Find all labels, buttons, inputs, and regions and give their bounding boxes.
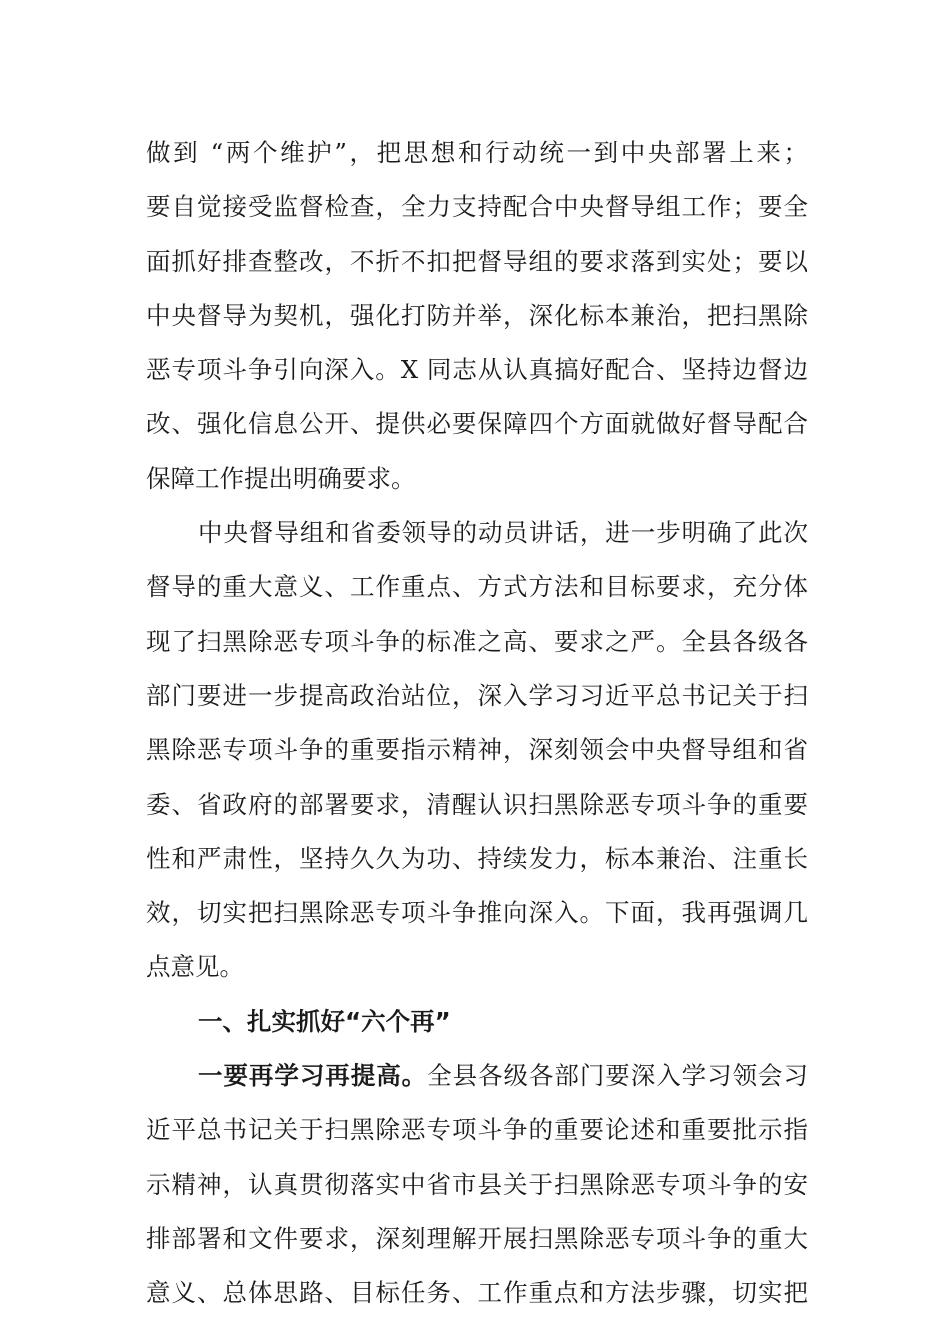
section-heading: 一、扎实抓好“六个再” [198,1006,451,1036]
text-line: 效，切实把扫黑除恶专项斗争推向深入。下面，我再强调几 [146,898,808,928]
text-line: 做到 “两个维护”，把思想和行动统一到中央部署上来； [146,138,808,167]
text-line: 近平总书记关于扫黑除恶专项斗争的重要论述和重要批示指 [146,1115,808,1145]
text-line: 现了扫黑除恶专项斗争的标准之高、要求之严。全县各级各 [146,626,808,656]
text-line: 黑除恶专项斗争的重要指示精神，深刻领会中央督导组和省 [146,735,808,765]
text-line: 改、强化信息公开、提供必要保障四个方面就做好督导配合 [146,409,808,439]
text-line: 保障工作提出明确要求。 [146,463,416,493]
paragraph-text: 全县各级各部门要深入学习领会习 [427,1061,808,1091]
text-line: 面抓好排查整改，不折不扣把督导组的要求落到实处；要以 [146,246,808,276]
paragraph-lead: 一要再学习再提高。 [198,1061,428,1091]
text-line: 示精神，认真贯彻落实中省市县关于扫黑除恶专项斗争的安 [146,1169,808,1199]
text-line: 要自觉接受监督检查，全力支持配合中央督导组工作；要全 [146,192,808,222]
text-line: 恶专项斗争引向深入。X 同志从认真搞好配合、坚持边督边 [146,355,808,385]
document-page [146,126,808,1321]
text-line: 中央督导组和省委领导的动员讲话，进一步明确了此次 [198,518,808,548]
text-line: 排部署和文件要求，深刻理解开展扫黑除恶专项斗争的重大 [146,1223,808,1253]
text-line: 部门要进一步提高政治站位，深入学习习近平总书记关于扫 [146,680,808,710]
text-line: 中央督导为契机，强化打防并举，深化标本兼治，把扫黑除 [146,300,808,330]
text-line: 性和严肃性，坚持久久为功、持续发力，标本兼治、注重长 [146,843,808,873]
text-line [146,1049,808,1103]
text-line: 委、省政府的部署要求，清醒认识扫黑除恶专项斗争的重要 [146,789,808,819]
text-line: 点意见。 [146,952,244,982]
text-line: 督导的重大意义、工作重点、方式方法和目标要求，充分体 [146,572,808,602]
text-line: 意义、总体思路、目标任务、工作重点和方法步骤，切实把 [146,1278,808,1308]
